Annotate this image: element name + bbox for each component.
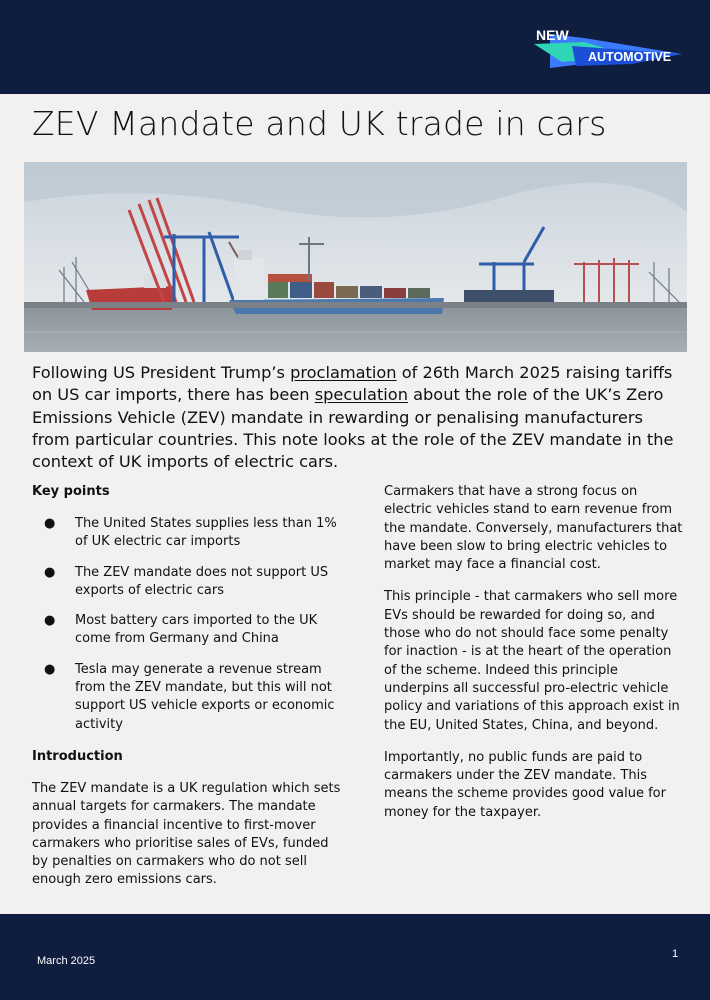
body-paragraph: Importantly, no public funds are paid to carmakers under the ZEV mandate. This means the scheme provides good value for money for the taxpayer. <box>384 749 666 820</box>
introduction-paragraph: The ZEV mandate is a UK regulation which sets annual targets for carmakers. The mandate provides a financial incentive to first-mover carmakers who prioritise sales of EVs, funded by penalties on carmakers who do not sell enough zero emissions cars. <box>32 780 341 888</box>
logo-text-automotive: AUTOMOTIVE <box>588 50 672 64</box>
logo-text-new: NEW <box>536 27 569 43</box>
bullet-icon: ● <box>44 564 56 580</box>
bullet-icon: ● <box>44 661 56 677</box>
left-column <box>32 483 342 890</box>
bullet-icon: ● <box>44 516 56 531</box>
right-column <box>384 483 684 836</box>
footer-date: March 2025 <box>37 955 96 967</box>
key-point-text: The ZEV mandate does not support US exports of electric cars <box>75 564 329 598</box>
container-port-photo <box>24 162 687 352</box>
page-title: ZEV Mandate and UK trade in cars <box>32 104 607 143</box>
new-automotive-logo <box>532 24 684 70</box>
key-point-text: Tesla may generate a revenue stream from the ZEV mandate, but this will not support US vehicle exports or economic activity <box>75 661 335 732</box>
key-points-heading: Key points <box>32 484 110 499</box>
proclamation-link[interactable]: proclamation <box>290 363 397 382</box>
introduction-heading: Introduction <box>32 748 123 764</box>
body-paragraph: This principle - that carmakers who sell more EVs should be rewarded for doing so, and those who do not should face some penalty for inaction - is at the heart of the operation of the scheme. Indeed this principle underpins all successful pro-electric vehicle policy and variations of this approach exist in the EU, United States, China, and beyond. <box>384 589 680 733</box>
intro-text-1: Following US President Trump’s <box>32 363 291 382</box>
page-number: 1 <box>672 948 679 960</box>
intro-text-2: of 26th March 2025 raising tariffs on US car imports, there has been <box>32 363 673 405</box>
bullet-icon: ● <box>44 613 56 629</box>
key-point-item <box>32 661 342 734</box>
intro-paragraph <box>32 362 682 473</box>
key-points-list <box>32 515 342 734</box>
intro-text-3: about the role of the UK’s Zero Emissions Vehicle (ZEV) mandate in rewarding or penalising manufacturers from particular countries. This note looks at the role of the ZEV mandate in the context of UK imports of electric cars. <box>32 385 674 472</box>
key-point-text: The United States supplies less than 1% of UK electric car imports <box>75 516 337 550</box>
key-point-item <box>32 515 342 552</box>
body-paragraph: Carmakers that have a strong focus on electric vehicles stand to earn revenue from the mandate. Conversely, manufacturers that have been slow to bring electric vehicles to market may face a financial cost. <box>384 484 683 573</box>
key-point-item <box>32 564 342 601</box>
key-point-item <box>32 612 342 649</box>
key-point-text: Most battery cars imported to the UK come from Germany and China <box>75 613 318 647</box>
footer-band <box>0 914 710 1000</box>
speculation-link[interactable]: speculation <box>314 385 408 405</box>
